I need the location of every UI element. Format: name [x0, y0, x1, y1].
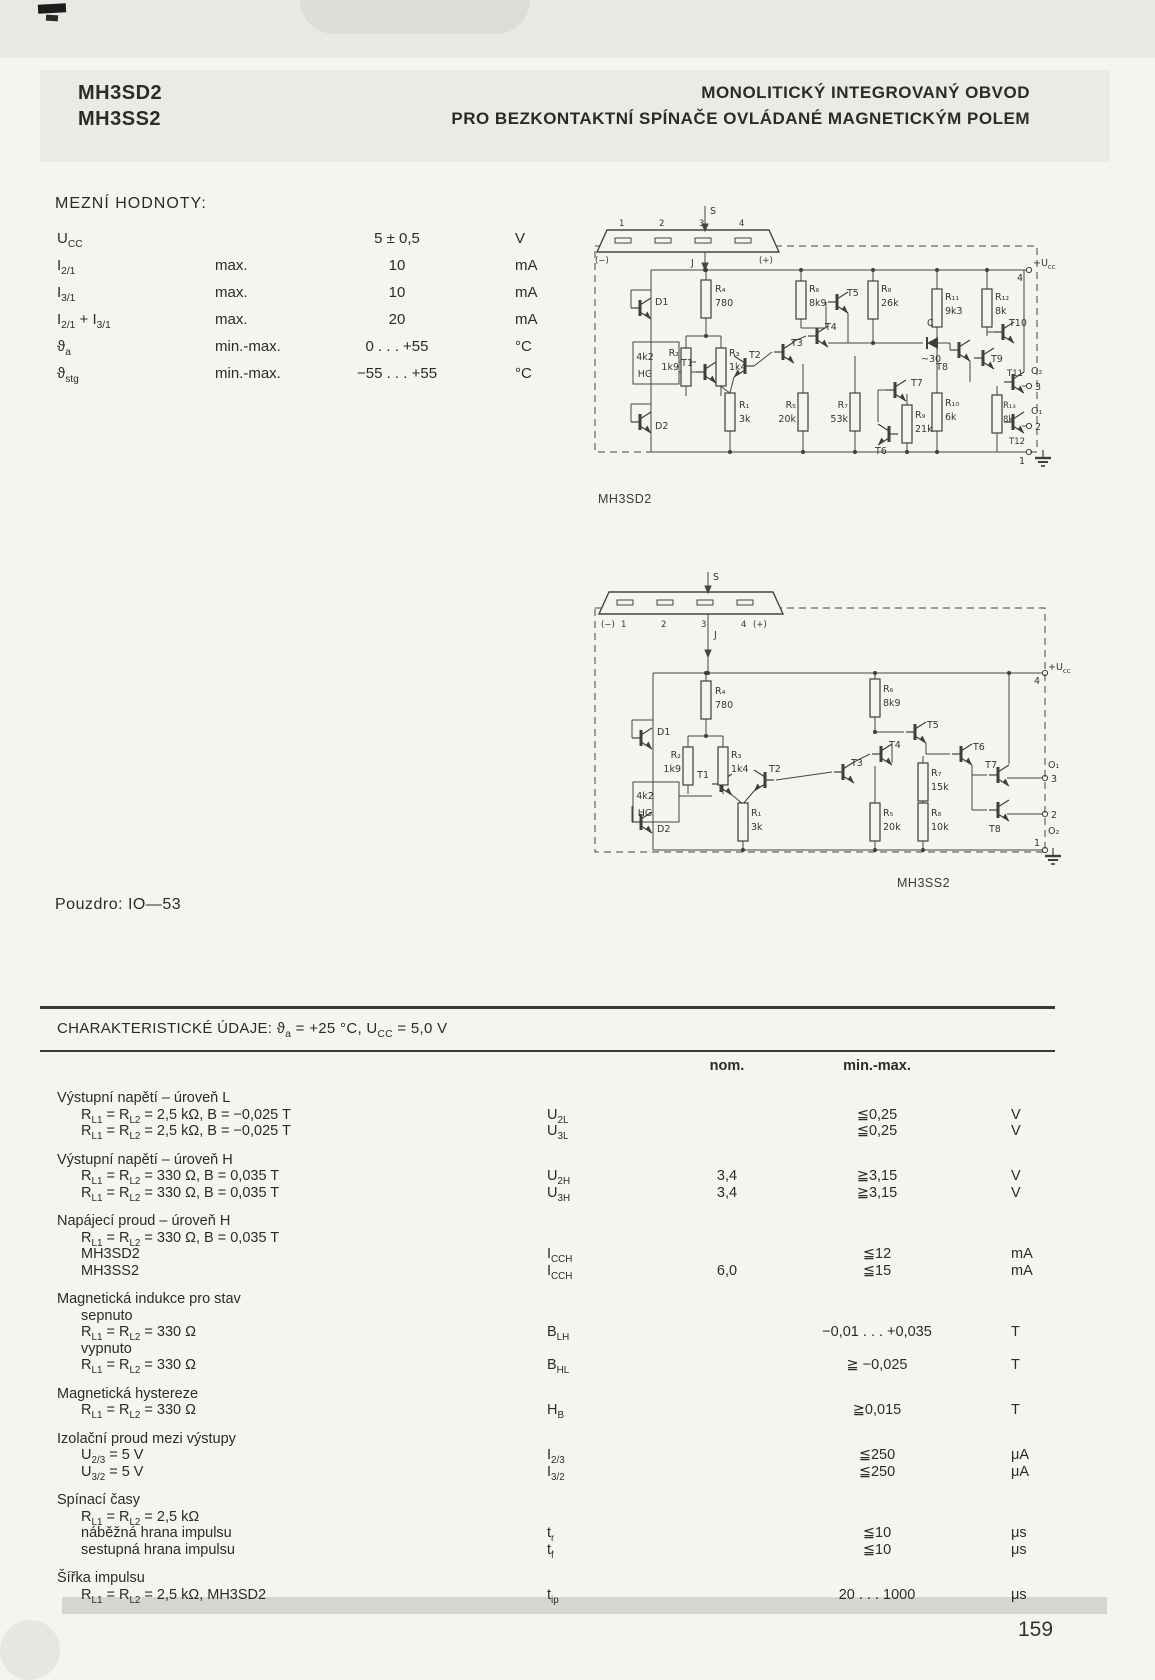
- resistor-label: R₁: [739, 400, 750, 411]
- resistor-label: R₃: [729, 348, 740, 359]
- package-line: Pouzdro: IO—53: [55, 896, 182, 913]
- limit-symbol: $I_{3/1}$: [57, 284, 76, 304]
- transistor-label: T2: [769, 764, 781, 775]
- limit-symbol: $ϑ_a$: [57, 338, 71, 358]
- char-symbol: $t_f$: [547, 1541, 554, 1561]
- resistor-value: 10k: [931, 822, 949, 833]
- char-minmax: ≦10: [862, 1541, 892, 1558]
- resistor-label: R₉: [915, 410, 926, 421]
- char-minmax: ≦10: [862, 1525, 892, 1541]
- char-row: [57, 1308, 1077, 1325]
- label-s: S: [710, 206, 717, 217]
- char-row: [57, 1324, 1077, 1341]
- page-number: 159: [1018, 1618, 1054, 1641]
- char-param: náběžná hrana impulsu: [81, 1525, 232, 1541]
- transistor-label: T11: [1007, 369, 1024, 379]
- char-row: [57, 1357, 1077, 1374]
- char-symbol: $B_{LH}$: [547, 1324, 570, 1343]
- resistor-value: 1k4: [731, 764, 749, 775]
- transistor-label: T3: [791, 338, 803, 349]
- char-unit: μA: [1011, 1463, 1030, 1480]
- char-row: [57, 1107, 1077, 1124]
- resistor-label: R₅: [883, 808, 894, 819]
- limit-value: 0 . . . +55: [365, 338, 429, 355]
- resistor-value: 26k: [881, 298, 899, 309]
- char-param: $R_{L1} = R_{L2} = 2,5$ kΩ, MH3SD2: [81, 1586, 267, 1606]
- resistor-label: R₄: [715, 686, 726, 697]
- char-unit: μs: [1011, 1525, 1027, 1541]
- pin-label: 2: [661, 620, 667, 630]
- limits-row: [57, 257, 577, 284]
- characteristics-table: [57, 1078, 1077, 1606]
- char-param: sepnuto: [81, 1307, 133, 1324]
- resistor-value: 780: [715, 298, 734, 309]
- d2-label: D2: [657, 824, 671, 835]
- scan-smudge: [300, 0, 530, 34]
- limit-condition: min.-max.: [215, 365, 281, 382]
- char-row: [57, 1587, 1077, 1604]
- resistor-label: R₁₁: [945, 292, 960, 303]
- char-section-title: Spínací časy: [57, 1492, 141, 1508]
- limit-symbol: $U_{CC}$: [57, 230, 83, 250]
- resistor-label: R₇: [837, 400, 848, 411]
- resistor-value: 21k: [915, 424, 933, 435]
- char-row: [57, 1263, 1077, 1280]
- hall-generator-value: 4k2: [636, 352, 654, 363]
- schematic-caption-mh3ss2: MH3SS2: [897, 876, 951, 890]
- resistor-label: R₆: [809, 284, 820, 295]
- pin-label: 3: [701, 620, 707, 630]
- capacitor-label: C: [927, 318, 934, 329]
- output-label: O₁: [1048, 760, 1060, 771]
- char-minmax: ≧3,15: [856, 1168, 898, 1184]
- limit-value: 10: [388, 284, 406, 301]
- limit-symbol: $I_{2/1} + I_{3/1}$: [57, 311, 111, 331]
- resistor-label: R₁₃: [1003, 401, 1016, 411]
- char-section: [57, 1431, 1077, 1481]
- limit-unit: °C: [515, 338, 532, 355]
- char-section-title: Magnetická indukce pro stav: [57, 1291, 241, 1307]
- polarity-minus: (−): [595, 256, 609, 266]
- char-symbol: $I_{3/2}$: [547, 1463, 565, 1483]
- capacitor-value: ~30: [921, 354, 942, 365]
- char-minmax: ≦250: [858, 1463, 896, 1480]
- resistor-label: R₁₀: [945, 398, 960, 409]
- pin-label: 4: [741, 620, 747, 630]
- output-label: O₁: [1031, 406, 1043, 417]
- char-param: $R_{L1} = R_{L2} = 330$ Ω: [81, 1402, 196, 1421]
- char-row: [57, 1464, 1077, 1481]
- transistor-label: T7: [911, 378, 923, 389]
- char-nom: 3,4: [716, 1184, 738, 1201]
- polarity-plus: (+): [759, 256, 773, 266]
- resistor-label: R₅: [785, 400, 796, 411]
- char-symbol: $I_{CCH}$: [547, 1246, 573, 1265]
- transistor-label: T7: [985, 760, 997, 771]
- resistor-value: 20k: [883, 822, 901, 833]
- rule-top: [40, 1006, 1055, 1009]
- char-unit: V: [1011, 1123, 1021, 1139]
- scan-band-top: [0, 0, 1155, 58]
- char-param: $R_{L1} = R_{L2} = 2,5$ kΩ, B = −0,025 T: [81, 1106, 291, 1126]
- part-number-2: MH3SS2: [78, 108, 162, 130]
- polarity-minus: (−): [601, 620, 615, 630]
- limit-value: 10: [388, 257, 406, 274]
- char-unit: μs: [1011, 1586, 1027, 1603]
- char-symbol: $H_B$: [547, 1402, 565, 1421]
- pin-label: 2: [1051, 810, 1058, 821]
- transistor-label: T5: [847, 288, 859, 299]
- char-row: [57, 1123, 1077, 1140]
- char-symbol: $B_{HL}$: [547, 1357, 570, 1376]
- label-s: S: [713, 572, 720, 583]
- pin1-label: 1: [1019, 456, 1026, 467]
- char-param: $R_{L1} = R_{L2} = 330$ Ω, B = 0,035 T: [81, 1229, 280, 1249]
- scan-smudge: [0, 1620, 60, 1680]
- char-unit: T: [1011, 1357, 1020, 1373]
- transistor-label: T9: [991, 354, 1003, 365]
- part-number-1: MH3SD2: [78, 82, 163, 104]
- char-section: [57, 1291, 1077, 1374]
- limit-condition: max.: [215, 284, 248, 301]
- char-row: [57, 1402, 1077, 1419]
- title-line-2: PRO BEZKONTAKTNÍ SPÍNAČE OVLÁDANÉ MAGNETICKÝM POLEM: [451, 109, 1030, 128]
- char-minmax: ≦250: [858, 1447, 896, 1463]
- limits-row: [57, 284, 577, 311]
- char-section: [57, 1213, 1077, 1282]
- char-param: vypnuto: [81, 1340, 132, 1357]
- char-section-title: Magnetická hystereze: [57, 1385, 199, 1402]
- transistor-label: T4: [889, 740, 901, 751]
- pin-label: 1: [621, 620, 627, 630]
- char-unit: T: [1011, 1324, 1020, 1340]
- pin-label: 3: [1051, 774, 1058, 785]
- char-minmax: −0,01 . . . +0,035: [822, 1324, 932, 1340]
- limit-unit: mA: [515, 257, 538, 274]
- transistor-label: T12: [1009, 437, 1026, 447]
- limit-unit: mA: [515, 311, 538, 328]
- limit-unit: mA: [515, 284, 538, 301]
- limits-heading: MEZNÍ HODNOTY:: [55, 195, 207, 212]
- limit-condition: max.: [215, 311, 248, 328]
- limit-condition: max.: [215, 257, 248, 274]
- characteristics-heading: CHARAKTERISTICKÉ ÚDAJE: $ϑ_a = +25$ °C, $U_{CC} = 5,0$ V: [57, 1020, 448, 1040]
- resistor-label: R₂: [670, 750, 681, 761]
- char-minmax: ≦0,25: [856, 1123, 898, 1139]
- char-param: $R_{L1} = R_{L2} = 2,5$ kΩ, B = −0,025 T: [81, 1123, 291, 1142]
- scan-ink-mark: [38, 3, 66, 13]
- schematic-mh3sd2: [593, 196, 1058, 488]
- char-section-title: Izolační proud mezi výstupy: [57, 1430, 236, 1447]
- schematic-mh3ss2: [593, 570, 1071, 866]
- resistor-value: 6k: [945, 412, 957, 423]
- char-symbol: $t_{ip}$: [547, 1586, 559, 1606]
- char-param: $R_{L1} = R_{L2} = 330$ Ω: [81, 1324, 196, 1343]
- char-row: [57, 1341, 1077, 1358]
- char-symbol: $U_{3L}$: [547, 1123, 569, 1142]
- pin-label: 2: [659, 219, 665, 229]
- char-section: [57, 1090, 1077, 1140]
- transistor-label: T6: [973, 742, 985, 753]
- resistor-value: 3k: [751, 822, 763, 833]
- char-section: [57, 1386, 1077, 1419]
- char-symbol: $U_{2L}$: [547, 1106, 569, 1126]
- resistor-value: 3k: [739, 414, 751, 425]
- transistor-label: T2: [749, 350, 761, 361]
- char-section: [57, 1570, 1077, 1606]
- resistor-label: R₁₂: [995, 292, 1010, 303]
- char-unit: V: [1011, 1106, 1021, 1123]
- limit-value: 5 ± 0,5: [374, 230, 420, 247]
- char-section-title: Výstupní napětí – úroveň H: [57, 1151, 233, 1168]
- char-minmax: ≦0,25: [856, 1106, 898, 1123]
- resistor-value: 1k9: [661, 362, 679, 373]
- pin-label: 2: [1035, 422, 1042, 433]
- char-unit: μA: [1011, 1447, 1030, 1463]
- transistor-label: T4: [825, 322, 837, 333]
- resistor-value: 20k: [778, 414, 796, 425]
- transistor-label: T8: [989, 824, 1001, 835]
- title-line-1: MONOLITICKÝ INTEGROVANÝ OBVOD: [701, 83, 1030, 102]
- resistor-label: R₂: [668, 348, 679, 359]
- char-section: [57, 1492, 1077, 1561]
- resistor-label: R₃: [731, 750, 742, 761]
- char-param: MH3SD2: [81, 1246, 140, 1262]
- hall-generator-label: HG: [637, 369, 653, 380]
- resistor-value: 53k: [830, 414, 848, 425]
- transistor-label: T6: [875, 446, 887, 457]
- resistor-label: R₈: [881, 284, 892, 295]
- char-symbol: $I_{CCH}$: [547, 1262, 573, 1282]
- char-minmax: ≧3,15: [856, 1184, 898, 1201]
- char-row: [57, 1447, 1077, 1464]
- char-nom: 6,0: [716, 1262, 738, 1279]
- char-param: MH3SS2: [81, 1262, 140, 1279]
- transistor-label: T3: [851, 758, 863, 769]
- limit-symbol: $ϑ_{stg}$: [57, 365, 79, 385]
- resistor-label: R₆: [883, 684, 894, 695]
- char-param: $R_{L1} = R_{L2} = 330$ Ω, B = 0,035 T: [81, 1184, 280, 1204]
- limit-unit: V: [515, 230, 526, 247]
- hall-generator-label: HG: [637, 808, 653, 819]
- char-row: [57, 1168, 1077, 1185]
- resistor-value: 8k9: [883, 698, 901, 709]
- char-param: $U_{3/2} = 5$ V: [81, 1463, 144, 1483]
- char-minmax: ≧ −0,025: [846, 1357, 908, 1373]
- char-minmax: ≧0,015: [852, 1402, 902, 1418]
- limits-row: [57, 365, 577, 392]
- label-j: J: [691, 258, 694, 269]
- transistor-label: T1: [697, 770, 709, 781]
- pin-label: 3: [1035, 382, 1042, 393]
- resistor-label: R₇: [931, 768, 942, 779]
- char-unit: T: [1011, 1402, 1020, 1418]
- resistor-value: 1k9: [663, 764, 681, 775]
- char-param: $R_{L1} = R_{L2} = 2,5$ kΩ: [81, 1508, 200, 1528]
- limit-value: −55 . . . +55: [356, 365, 438, 382]
- transistor-label: T5: [927, 720, 939, 731]
- rule-under-heading: [40, 1050, 1055, 1052]
- char-symbol: $I_{2/3}$: [547, 1447, 565, 1466]
- polarity-plus: (+): [753, 620, 767, 630]
- char-nom: 3,4: [716, 1168, 738, 1184]
- char-row: [57, 1509, 1077, 1526]
- char-row: [57, 1185, 1077, 1202]
- char-unit: mA: [1011, 1262, 1033, 1279]
- char-section: [57, 1152, 1077, 1202]
- pin4-label: 4: [1034, 676, 1041, 687]
- column-header-minmax: min.-max.: [843, 1058, 911, 1074]
- resistor-value: 8k9: [809, 298, 827, 309]
- limit-value: 20: [388, 311, 406, 328]
- char-symbol: $U_{2H}$: [547, 1168, 571, 1187]
- char-minmax: 20 . . . 1000: [838, 1586, 916, 1603]
- char-row: [57, 1542, 1077, 1559]
- d2-label: D2: [655, 421, 669, 432]
- part-numbers: [78, 80, 162, 132]
- resistor-value: 8k: [1003, 415, 1014, 425]
- resistor-label: R₁: [751, 808, 762, 819]
- limit-symbol: $I_{2/1}$: [57, 257, 76, 277]
- pin-label: 4: [739, 219, 745, 229]
- d1-label: D1: [655, 297, 669, 308]
- pin-label: 3: [699, 219, 705, 229]
- char-minmax: ≦12: [862, 1246, 892, 1262]
- resistor-value: 8k: [995, 306, 1007, 317]
- limit-condition: min.-max.: [215, 338, 281, 355]
- ucc-label: $+U_{cc}$: [1033, 258, 1056, 271]
- resistor-value: 9k3: [945, 306, 963, 317]
- char-row: [57, 1525, 1077, 1542]
- resistor-value: 780: [715, 700, 734, 711]
- char-section-title: Napájecí proud – úroveň H: [57, 1213, 231, 1229]
- char-unit: mA: [1011, 1246, 1033, 1262]
- char-param: $R_{L1} = R_{L2} = 330$ Ω, B = 0,035 T: [81, 1168, 280, 1187]
- char-param: sestupná hrana impulsu: [81, 1541, 235, 1558]
- char-row: [57, 1246, 1077, 1263]
- scan-ink-mark: [46, 15, 58, 22]
- char-unit: V: [1011, 1184, 1021, 1201]
- char-unit: V: [1011, 1168, 1021, 1184]
- resistor-label: R₄: [715, 284, 726, 295]
- limit-unit: °C: [515, 365, 532, 382]
- limits-row: [57, 230, 577, 257]
- char-section-title: Výstupní napětí – úroveň L: [57, 1090, 231, 1106]
- char-param: $R_{L1} = R_{L2} = 330$ Ω: [81, 1357, 196, 1376]
- d1-label: D1: [657, 727, 671, 738]
- char-param: $U_{2/3} = 5$ V: [81, 1447, 144, 1466]
- column-header-nom: nom.: [709, 1058, 745, 1074]
- label-j: J: [714, 630, 717, 641]
- pin-label: 1: [619, 219, 625, 229]
- pin1-label: 1: [1034, 838, 1041, 849]
- column-headers: [57, 1058, 1077, 1074]
- char-symbol: $t_r$: [547, 1525, 555, 1544]
- resistor-value: 15k: [931, 782, 949, 793]
- schematic-caption-mh3sd2: MH3SD2: [598, 492, 652, 506]
- limits-row: [57, 311, 577, 338]
- pin4-label: 4: [1017, 273, 1024, 284]
- limits-row: [57, 338, 577, 365]
- resistor-value: 1k4: [729, 362, 747, 373]
- hall-generator-value: 4k2: [636, 791, 654, 802]
- page-title: [330, 80, 1030, 132]
- transistor-label: T10: [1009, 318, 1027, 329]
- resistor-label: R₈: [931, 808, 942, 819]
- char-symbol: $U_{3H}$: [547, 1184, 571, 1204]
- char-unit: μs: [1011, 1541, 1027, 1558]
- char-row: [57, 1230, 1077, 1247]
- output-label: O₂: [1031, 366, 1043, 377]
- output-label: O₂: [1048, 826, 1060, 837]
- transistor-label: T8: [936, 362, 948, 373]
- transistor-label: T1: [681, 358, 693, 369]
- char-minmax: ≦15: [862, 1262, 892, 1279]
- char-section-title: Šířka impulsu: [57, 1570, 145, 1586]
- ucc-label: $+U_{cc}$: [1048, 662, 1071, 675]
- limits-table: [57, 230, 577, 392]
